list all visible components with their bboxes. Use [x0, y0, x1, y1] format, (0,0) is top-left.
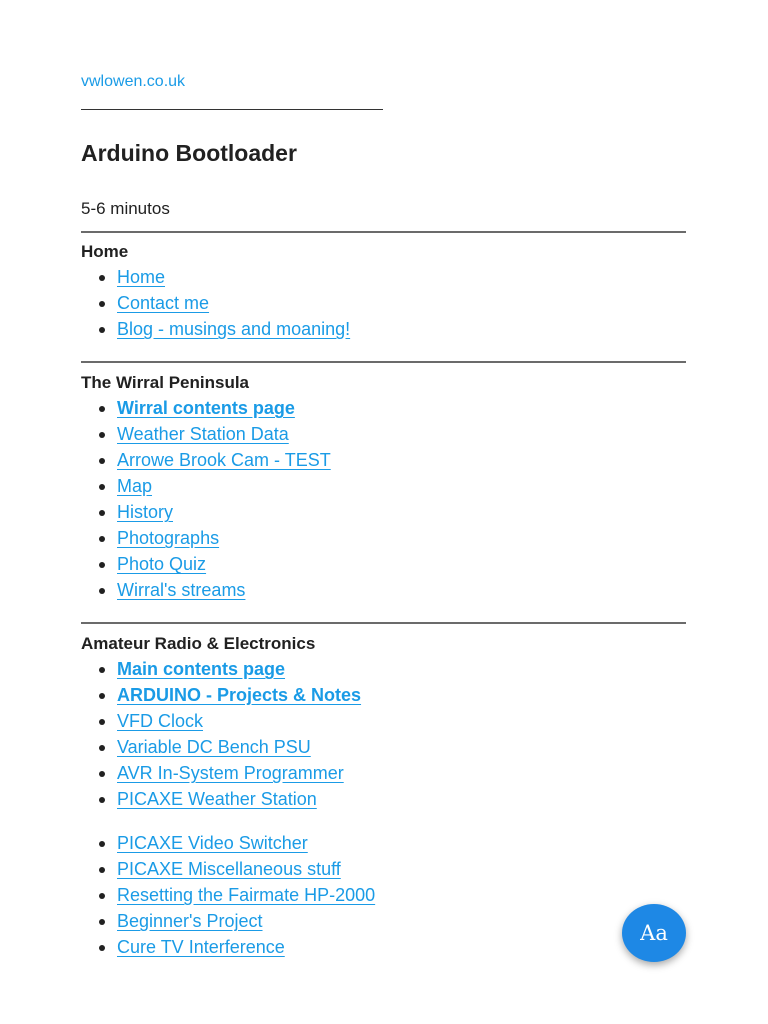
nav-link[interactable]: PICAXE Weather Station [117, 789, 317, 809]
section-divider [81, 231, 686, 233]
section-title-home: Home [81, 242, 129, 261]
site-divider [81, 109, 383, 110]
nav-link[interactable]: Arrowe Brook Cam - TEST [117, 450, 331, 470]
list-item [81, 525, 331, 551]
list-item [81, 934, 375, 960]
list-item [81, 856, 375, 882]
list-item [81, 682, 361, 708]
list-item [81, 577, 331, 603]
nav-link[interactable]: Blog - musings and moaning! [117, 319, 351, 339]
nav-link[interactable]: VFD Clock [117, 711, 204, 731]
list-item [81, 830, 375, 856]
list-item [81, 760, 361, 786]
list-item [81, 447, 331, 473]
list-item [81, 264, 350, 290]
nav-link[interactable]: Beginner's Project [117, 911, 263, 931]
list-item [81, 786, 361, 812]
nav-link[interactable]: History [117, 502, 174, 522]
section-title-radio: Amateur Radio & Electronics [81, 634, 316, 653]
read-time: 5-6 minutos [81, 199, 170, 218]
list-item [81, 708, 361, 734]
nav-link[interactable]: PICAXE Video Switcher [117, 833, 308, 853]
nav-link[interactable]: Contact me [117, 293, 210, 313]
font-settings-button[interactable]: Aa [622, 904, 686, 962]
list-item [81, 551, 331, 577]
list-item [81, 473, 331, 499]
nav-list-home [81, 264, 350, 342]
nav-link[interactable]: Wirral's streams [117, 580, 246, 600]
section-divider [81, 361, 686, 363]
nav-list-wirral [81, 395, 331, 603]
section-divider [81, 622, 686, 624]
nav-link[interactable]: Cure TV Interference [117, 937, 285, 957]
nav-link[interactable]: AVR In-System Programmer [117, 763, 344, 783]
list-item [81, 882, 375, 908]
nav-link[interactable]: Map [117, 476, 153, 496]
site-link[interactable]: vwlowen.co.uk [81, 73, 186, 90]
list-item [81, 908, 375, 934]
page-title: Arduino Bootloader [81, 140, 297, 166]
nav-link[interactable]: PICAXE Miscellaneous stuff [117, 859, 341, 879]
nav-link[interactable]: Main contents page [117, 659, 286, 679]
list-item [81, 499, 331, 525]
list-item [81, 656, 361, 682]
list-item [81, 734, 361, 760]
list-item [81, 395, 331, 421]
nav-link[interactable]: Resetting the Fairmate HP-2000 [117, 885, 376, 905]
list-item [81, 290, 350, 316]
nav-list-radio [81, 656, 361, 812]
section-title-wirral: The Wirral Peninsula [81, 373, 249, 392]
nav-link[interactable]: Weather Station Data [117, 424, 289, 444]
nav-link[interactable]: Wirral contents page [117, 398, 295, 418]
list-item [81, 316, 350, 342]
nav-link[interactable]: Photo Quiz [117, 554, 207, 574]
nav-link[interactable]: Photographs [117, 528, 220, 548]
nav-link[interactable]: Variable DC Bench PSU [117, 737, 311, 757]
list-item [81, 421, 331, 447]
nav-link[interactable]: Home [117, 267, 166, 287]
nav-link[interactable]: ARDUINO - Projects & Notes [117, 685, 362, 705]
nav-list-radio-more [81, 830, 375, 960]
